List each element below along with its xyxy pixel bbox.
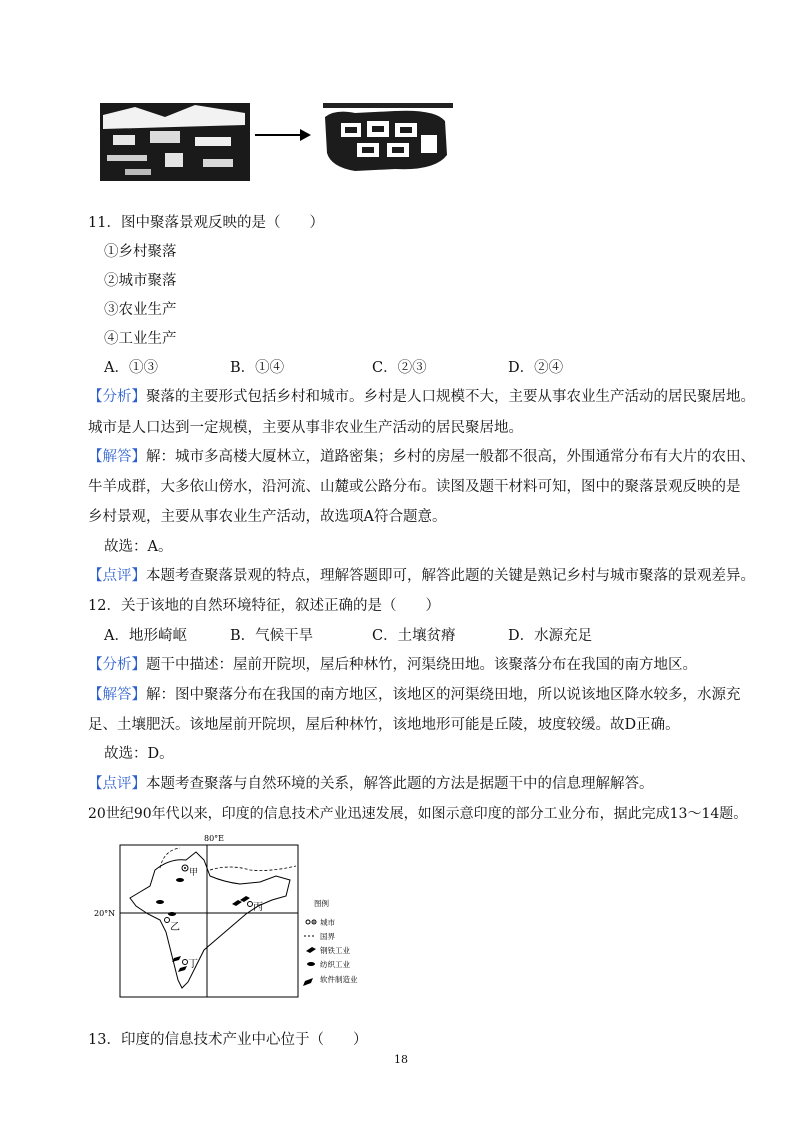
q11-option-d: D．②④ (508, 360, 564, 376)
india-industry-map (94, 830, 400, 1005)
q11-answer-text-2: 牛羊成群，大多依山傍水，沿河流、山麓或公路分布。读图及题干材料可知，图中的聚落景观反映的是 (88, 479, 741, 495)
city-yi (165, 918, 181, 934)
q12-option-a: A．地形崎岖 (104, 628, 187, 644)
textile-industry-icon (156, 900, 164, 904)
svg-text:钢铁工业: 钢铁工业 (320, 946, 350, 955)
q11-option-c: C．②③ (372, 360, 427, 376)
analysis-tag: 【分析】 (88, 657, 146, 673)
q11-answer-text-3: 乡村景观，主要从事农业生产活动，故选项A符合题意。 (88, 509, 447, 525)
village-schematic (323, 103, 453, 171)
q12-option-b: B．气候干旱 (230, 628, 314, 644)
q11-item-4: ④工业生产 (104, 331, 177, 347)
q12-choice: 故选：D。 (104, 746, 174, 762)
svg-text:丁: 丁 (188, 959, 198, 970)
meridian-label: 80°E (204, 834, 225, 843)
svg-text:城市: 城市 (320, 918, 335, 927)
comment-tag: 【点评】 (88, 568, 146, 584)
q11-option-a: A．①③ (104, 360, 158, 376)
q12-comment-text: 本题考查聚落与自然环境的关系，解答此题的方法是据题干中的信息理解解答。 (146, 776, 654, 792)
q11-comment-text: 本题考查聚落景观的特点，理解答题即可，解答此题的关键是熟记乡村与城市聚落的景观差异。 (146, 568, 755, 584)
q11-choice: 故选：A。 (104, 539, 173, 555)
answer-tag: 【解答】 (88, 687, 146, 703)
textile-industry-icon (176, 878, 184, 882)
q12-analysis (88, 655, 697, 675)
settlement-landscape-figure (95, 95, 475, 185)
page-number: 18 (394, 1053, 408, 1066)
map-legend (303, 898, 358, 986)
q12-stem: 12．关于该地的自然环境特征，叙述正确的是（ ） (88, 598, 440, 614)
q12-comment (88, 774, 654, 794)
steel-industry-icon (240, 896, 250, 902)
q12-answer (88, 685, 741, 705)
latitude-label: 20°N (94, 909, 116, 918)
q11-stem: 11．图中聚落景观反映的是（ ） (88, 215, 324, 231)
software-industry-icon (172, 956, 181, 962)
q11-option-b: B．①④ (230, 360, 285, 376)
q11-item-3: ③农业生产 (104, 302, 177, 318)
answer-tag: 【解答】 (88, 449, 146, 465)
q12-analysis-text-1: 题干中描述：屋前开院坝，屋后种林竹，河渠绕田地。该聚落分布在我国的南方地区。 (146, 657, 697, 673)
svg-text:丙: 丙 (253, 902, 263, 913)
q11-comment (88, 566, 755, 586)
q11-analysis-text-2: 城市是人口达到一定规模，主要从事非农业生产活动的居民聚居地。 (88, 420, 523, 436)
svg-text:图例: 图例 (314, 899, 329, 908)
q11-answer (88, 447, 755, 467)
india-outline (130, 852, 290, 988)
city-jia (182, 865, 198, 878)
q11-analysis-text-1: 聚落的主要形式包括乡村和城市。乡村是人口规模不大，主要从事农业生产活动的居民聚居地。 (146, 389, 755, 405)
q11-item-1: ①乡村聚落 (104, 244, 177, 260)
q11-analysis (88, 387, 755, 407)
q12-answer-text-1: 解：图中聚落分布在我国的南方地区，该地区的河渠绕田地，所以说该地区降水较多，水源充 (146, 687, 741, 703)
svg-text:国界: 国界 (320, 932, 335, 941)
svg-text:软件制造业: 软件制造业 (320, 975, 358, 984)
arrow-icon (255, 129, 311, 141)
q13-stem: 13．印度的信息技术产业中心位于（ ） (88, 1032, 368, 1048)
analysis-tag: 【分析】 (88, 389, 146, 405)
textile-industry-icon (168, 912, 176, 916)
svg-text:纺织工业: 纺织工业 (320, 960, 350, 969)
q11-answer-text-1: 解：城市多高楼大厦林立，道路密集；乡村的房屋一般都不很高，外围通常分布有大片的农田、 (146, 449, 755, 465)
q11-item-2: ②城市聚落 (104, 273, 177, 289)
svg-text:乙: 乙 (170, 922, 180, 933)
steel-industry-icon (232, 900, 242, 906)
q12-option-c: C．土壤贫瘠 (372, 628, 456, 644)
q12-answer-text-2: 足、土壤肥沃。该地屋前开院坝，屋后种林竹，该地地形可能是丘陵，坡度较缓。故D正确。 (88, 717, 680, 733)
q12-option-d: D．水源充足 (508, 628, 593, 644)
software-industry-icon (178, 966, 187, 972)
q13-14-intro: 20世纪90年代以来，印度的信息技术产业迅速发展，如图示意印度的部分工业分布，据此完成13～14题。 (88, 806, 748, 822)
svg-text:甲: 甲 (189, 868, 199, 878)
comment-tag: 【点评】 (88, 776, 146, 792)
village-photo (100, 103, 250, 181)
